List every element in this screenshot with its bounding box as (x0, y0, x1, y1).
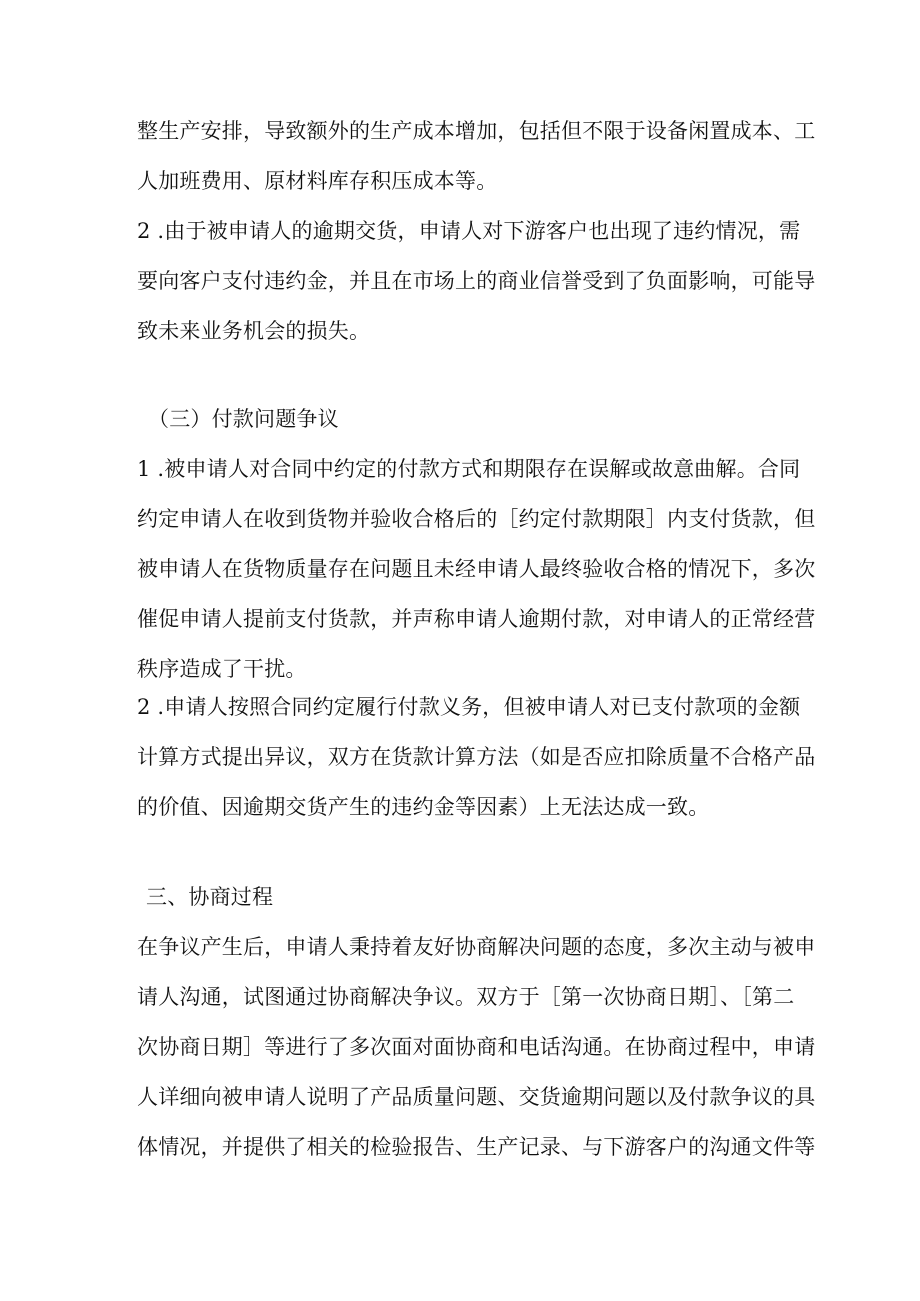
text-line: 人加班费用、原材料库存积压成本等。 (137, 169, 498, 193)
text-line: 1 .被申请人对合同中约定的付款方式和期限存在误解或故意曲解。合同 (137, 457, 801, 481)
section-heading: （三）付款问题争议 (148, 407, 339, 431)
text-line: 约定申请人在收到货物并验收合格后的［约定付款期限］内支付货款，但 (137, 507, 816, 531)
text-line: 整生产安排，导致额外的生产成本增加，包括但不限于设备闲置成本、工 (137, 119, 816, 143)
text-line: 2 .申请人按照合同约定履行付款义务，但被申请人对已支付款项的金额 (137, 695, 801, 719)
text-line: 2 .由于被申请人的逾期交货，申请人对下游客户也出现了违约情况，需 (137, 219, 801, 243)
text-line: 体情况，并提供了相关的检验报告、生产记录、与下游客户的沟通文件等 (137, 1135, 816, 1159)
text-line: 的价值、因逾期交货产生的违约金等因素）上无法达成一致。 (137, 795, 710, 819)
text-line: 要向客户支付违约金，并且在市场上的商业信誉受到了负面影响，可能导 (137, 269, 816, 293)
text-line: 在争议产生后，申请人秉持着友好协商解决问题的态度，多次主动与被申 (137, 935, 816, 959)
text-line: 致未来业务机会的损失。 (137, 319, 371, 343)
text-line: 催促申请人提前支付货款，并声称申请人逾期付款，对申请人的正常经营 (137, 607, 816, 631)
text-line: 请人沟通，试图通过协商解决争议。双方于［第一次协商日期］、［第二 (137, 985, 795, 1009)
text-line: 秩序造成了干扰。 (137, 657, 307, 681)
text-line: 人详细向被申请人说明了产品质量问题、交货逾期问题以及付款争议的具 (137, 1085, 816, 1109)
section-heading: 三、协商过程 (146, 885, 274, 909)
text-line: 计算方式提出异议，双方在货款计算方法（如是否应扣除质量不合格产品 (137, 745, 816, 769)
text-line: 被申请人在货物质量存在问题且未经申请人最终验收合格的情况下，多次 (137, 557, 816, 581)
text-line: 次协商日期］等进行了多次面对面协商和电话沟通。在协商过程中，申请 (137, 1035, 816, 1059)
